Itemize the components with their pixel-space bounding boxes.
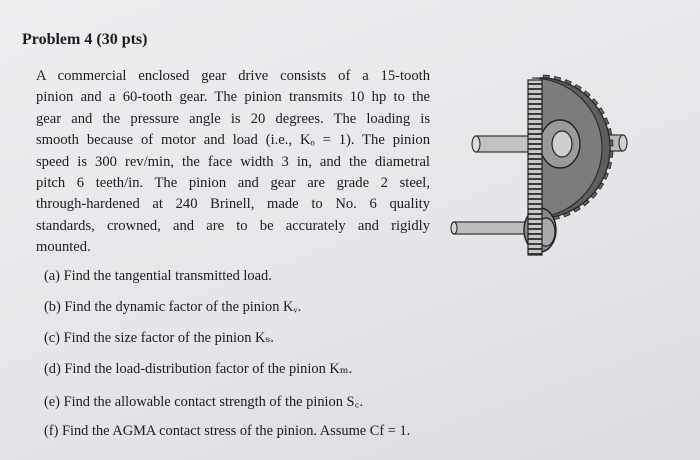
question-a: (a) Find the tangential transmitted load. (44, 268, 272, 284)
statement-line: gear and the pressure angle is 20 degrees. The loading is (36, 110, 430, 127)
statement-line: through-hardened at 240 Brinell, made to No. 6 quality (36, 196, 430, 213)
problem-title: Problem 4 (30 pts) (22, 31, 148, 48)
problem-statement (36, 66, 430, 259)
question-f: (f) Find the AGMA contact stress of the pinion. Assume Cf = 1. (44, 423, 411, 439)
statement-line: pinion and a 60-tooth gear. The pinion transmits 10 hp to the (36, 89, 430, 106)
output-shaft-end (619, 135, 627, 151)
statement-line: A commercial enclosed gear drive consists of a 15-tooth (36, 68, 430, 84)
gear-width-teeth (528, 80, 542, 255)
statement-line: smooth because of motor and load (i.e., Kₒ = 1). The pinion (36, 132, 430, 149)
question-b: (b) Find the dynamic factor of the pinion Kᵥ. (44, 299, 302, 315)
hub-bore (552, 131, 572, 157)
statement-line: standards, crowned, and are to be accurately and rigidly (36, 217, 430, 234)
statement-line: mounted. (36, 239, 91, 256)
statement-line: speed is 300 rev/min, the face width 3 in, and the diametral (36, 153, 430, 170)
gear-drive-illustration (448, 70, 638, 260)
question-c: (c) Find the size factor of the pinion Kₛ. (44, 330, 274, 346)
pinion-shaft (454, 222, 532, 234)
pinion-shaft-end (451, 222, 457, 234)
statement-line: pitch 6 teeth/in. The pinion and gear are grade 2 steel, (36, 175, 430, 192)
question-e: (e) Find the allowable contact strength of the pinion S꜀. (44, 394, 364, 410)
question-d: (d) Find the load-distribution factor of the pinion Kₘ. (44, 361, 353, 377)
input-shaft-end (472, 136, 480, 152)
